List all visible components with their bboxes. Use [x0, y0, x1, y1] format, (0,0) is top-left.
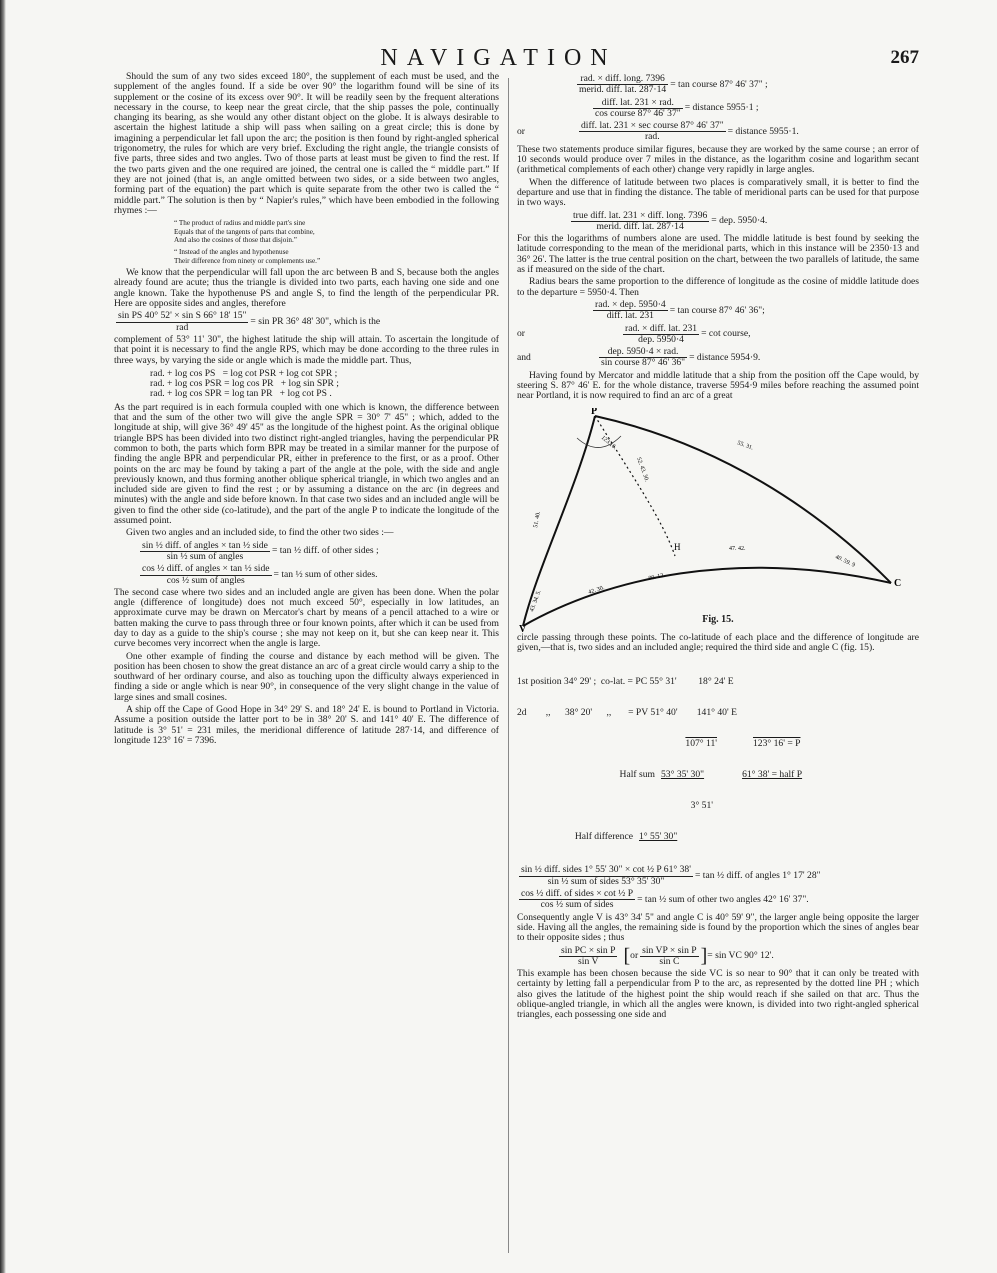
- equation: [517, 347, 919, 369]
- paragraph: Should the sum of any two sides exceed 180°, the supplement of each must be used, and the supplement of the angles found. If a side be over 90° the logarithm found will be sine of its supplement or the cosine of its excess over 90°. It will be readily seen by the frequent alterations necessary in the course, to keep near the great circle, that the ship passes the pole, continually changing its bearing, as she would any other distant object on the globe. It is always desirable to ascertain the highest latitude a ship will pass when sailing on a great circle; this is done by imagining a perpendicular let fall upon the arc; the position is then found by right-angled spherical trigonometry, the rules for which are very brief. Excluding the right angle, the triangle consists of five parts, three sides and two angles. Two of those parts at least must be given to find the rest. If the two parts given and the one required are joined, the central one is called the “ middle part.” If they are not joined (that is, an angle omitted between two sides, or a side between two angles, forming part of the equation) the part which is quite separate from the other two is called the “ middle part.” The solution is then by “ Napier's rules,” which have been embodied in the following rhymes :—: [114, 71, 499, 216]
- calc-table: [517, 657, 919, 863]
- eq-numerator: sin ½ diff. of angles × tan ½ side: [142, 539, 268, 551]
- left-column: [114, 72, 499, 748]
- table-cell: 1° 55' 30": [639, 830, 678, 842]
- table-row: [517, 801, 919, 811]
- paragraph: These two statements produce similar figures, because they are worked by the same course ; an error of 10 seconds would produce over 7 miles in the distance, as the logarithm cosine and logarithm secant (arithmetical complements of each other) change very rapidly in large angles.: [517, 143, 919, 176]
- eq-result: = sin PR 36° 48' 30", which is the: [250, 316, 381, 328]
- equation: [575, 74, 919, 96]
- paragraph: For this the logarithms of numbers alone are used. The middle latitude is best found by seeking the latitude corresponding to the mean of the meridional parts, which in this instance will be 2350·13 and 36° 26'. The latter is the true central position on the chart, between the two parallels of latitude, the same as if measured on the side of the chart.: [517, 233, 919, 276]
- eq-result: = tan course 87° 46' 36";: [669, 304, 765, 316]
- eq-result: = tan ½ diff. of angles 1° 17' 28": [694, 870, 821, 882]
- eq-denominator: sin course 87° 46' 36": [601, 357, 686, 369]
- eq-result: = distance 5955·1 ;: [684, 102, 759, 114]
- side-vc-label: 90. 12.: [648, 572, 666, 582]
- paragraph: This example has been chosen because the side VC is so near to 90° that it can only be treated with certainty by letting fall a perpendicular from P to the arc, as represented by the dotted line PH ; which also gives the latitude of the highest point the ship would reach if she sailed on that arc. Thus the oblique-angled triangle, in which all the angles were known, is divided into two right-angled spherical triangles, each possessing one side and: [517, 968, 919, 1021]
- eq-denominator: dep. 5950·4: [638, 333, 684, 345]
- side-vh-label: 42. 30.: [587, 584, 606, 596]
- paragraph: complement of 53° 11' 30", the highest latitude the ship will attain. To ascertain the longitude of that point it is necessary to find the angle RPS, which may be done according to the three rules in three ways, by varying the side or angle which is made the middle part. Thus,: [114, 333, 499, 366]
- right-column: [517, 72, 919, 1023]
- paragraph: The second case where two sides and an included angle are given has been done. When the polar angle (difference of longitude) does not much exceed 50°, especially in low latitudes, an approximate curve may be drawn on Mercator's chart by means of a pencil attached to a wire or batten making the curve to pass through three or four known points, after which it can be used from day to day as a guide to the ship's course ; she may not keep on it, but she can keep near it. This curve becomes very incorrect when the angle is large.: [114, 586, 499, 650]
- eq-denominator: sin V: [578, 955, 599, 967]
- eq-denominator: rad: [176, 321, 189, 333]
- eq-numerator: sin ½ diff. sides 1° 55' 30" × cot ½ P 61° 38': [521, 864, 691, 876]
- equation: [517, 324, 919, 346]
- or-label: or: [630, 950, 639, 962]
- and-label: and: [517, 351, 531, 363]
- side-pc-label: 55. 31.: [736, 439, 754, 452]
- equation: $\frac{\text{sin PC × sin P}}{\text{sin V}}$ [ or $\frac{\text{sin VP × sin P}}{\text{sin C}}$ ] = sin VC 90° 12'.: [561, 944, 774, 968]
- eq-numerator: cos ½ diff. of angles × tan ½ side: [142, 563, 270, 575]
- equation: [591, 300, 919, 322]
- eq-numerator: diff. lat. 231 × rad.: [593, 98, 683, 109]
- angle-v-label: 43. 34. 5.: [529, 589, 543, 613]
- or-label: or: [517, 328, 525, 340]
- angle-c-label: 40. 59. 9: [834, 553, 856, 569]
- figure-15: [517, 408, 917, 633]
- equation: [517, 865, 919, 887]
- vertex-v-label: V: [519, 623, 527, 633]
- equation: [517, 889, 919, 911]
- angle-p-label: 123.16.: [599, 434, 618, 451]
- paragraph: Having found by Mercator and middle latitude that a ship from the position off the Cape would, by steering S. 87° 46' E. for the whole distance, traverse 5954·9 miles before reaching the assumed point near Portland, it is now required to find an arc of a great: [517, 369, 919, 402]
- eq-result: = dep. 5950·4.: [711, 215, 768, 227]
- table-cell: Half difference: [574, 830, 633, 842]
- great-circle-diagram: [517, 408, 917, 633]
- table-cell: 53° 35' 30": [661, 768, 705, 780]
- equation: [138, 541, 499, 563]
- paragraph: A ship off the Cape of Good Hope in 34° 29' S. and 18° 24' E. is bound to Portland in Victoria. Assume a position outside the latter port to be in 38° 20' S. and 141° 40' E. The difference of latitude is 3° 51' = 231 miles, the meridional difference of latitude 287·14, and difference of longitude 123° 16' = 7396.: [114, 704, 499, 746]
- page-number: 267: [890, 47, 919, 68]
- eq-result: = distance 5954·9.: [689, 351, 761, 363]
- side-vc: [523, 567, 891, 625]
- equation: [517, 121, 919, 143]
- equation: [591, 98, 919, 120]
- equation: [114, 311, 499, 333]
- paragraph: We know that the perpendicular will fall upon the arc between B and S, because both the angles already found are acute; thus the triangle is divided into two parts, each having one side and one angle known. Take the hypothenuse PS and angle S, to find the length of the perpendicular PR. Here are opposite sides and angles, therefore: [114, 267, 499, 310]
- table-cell: 61° 38' = half P: [742, 768, 803, 780]
- eq-result: = tan course 87° 46' 37" ;: [670, 78, 768, 90]
- scan-edge: [0, 0, 6, 1273]
- column-divider: [508, 78, 509, 1253]
- paragraph: Consequently angle V is 43° 34' 5" and angle C is 40° 59' 9", the larger angle being opposite the larger side. Having all the angles, the remaining side is found by the proportion which the sines of angles bear to their opposite sides ; thus: [517, 911, 919, 944]
- paragraph: Given two angles and an included side, to find the other two sides :—: [126, 527, 394, 539]
- eq-denominator: sin C: [659, 955, 680, 967]
- vertex-c-label: C: [894, 577, 902, 589]
- paragraph: One other example of finding the course and distance by each method will be given. The position has been chosen to show the great distance an arc of a great circle would carry a ship to the southward of her ordinary course, and also as touching upon the difficulty always experienced in finding a side or angle which is near 90°, in consequence of the very slight change in the value of large sines and small cosines.: [114, 650, 499, 703]
- verse-line: “ The product of radius and middle part's sine: [174, 219, 306, 228]
- eq-denominator: sin ½ sum of angles: [166, 550, 244, 562]
- eq-denominator: cos course 87° 46' 37": [595, 107, 681, 119]
- eq-result: = distance 5955·1.: [727, 125, 799, 137]
- verse-line: Their difference from ninety or complements use.”: [174, 256, 321, 265]
- table-row: [517, 832, 919, 842]
- eq-result: = cot course,: [701, 328, 751, 340]
- log-formula: rad. + log cos PS = log cot PSR + log cot SPR ;: [150, 367, 338, 379]
- figure-caption: Fig. 15.: [702, 613, 734, 625]
- table-row: 1st position 34° 29' ; co-lat. = PC 55° 31' 18° 24' E: [517, 676, 734, 688]
- vertex-p-label: P: [591, 407, 598, 417]
- eq-result: = sin VC 90° 12'.: [707, 950, 774, 962]
- eq-numerator: dep. 5950·4 × rad.: [599, 347, 687, 358]
- eq-numerator: sin PS 40° 52' × sin S 66° 18' 15": [118, 310, 247, 322]
- table-cell: 107° 11': [685, 737, 717, 749]
- eq-numerator: sin PC × sin P: [561, 944, 616, 956]
- paragraph: When the difference of latitude between two places is comparatively small, it is better to find the departure and use that in finding the distance. The table of meridional parts can be used for that purpose in two ways.: [517, 176, 919, 209]
- eq-result: = tan ½ diff. of other sides ;: [271, 545, 379, 557]
- or-label: or: [517, 125, 525, 137]
- eq-denominator: cos ½ sum of angles: [166, 574, 245, 586]
- eq-denominator: merid. diff. lat. 287·14: [579, 84, 667, 96]
- eq-denominator: sin ½ sum of sides 53° 35' 30": [547, 875, 665, 887]
- side-hc-label: 47. 42.: [729, 545, 746, 552]
- eq-numerator: rad. × dep. 5950·4: [595, 298, 666, 310]
- verse-line: And also the cosines of those that disjoin.”: [174, 235, 297, 244]
- table-row: 2d ,, 38° 20' ,, = PV 51° 40' 141° 40' E: [517, 706, 737, 718]
- side-pv-label: 51. 40.: [533, 510, 542, 528]
- paragraph: Radius bears the same proportion to the difference of longitude as the cosine of middle latitude does to the departure = 5950·4. Then: [517, 276, 919, 298]
- eq-denominator: rad.: [644, 131, 660, 143]
- eq-numerator: diff. lat. 231 × sec course 87° 46' 37": [581, 120, 724, 132]
- eq-numerator: true diff. lat. 231 × diff. long. 7396: [573, 209, 708, 221]
- eq-numerator: cos ½ diff. of sides × cot ½ P: [521, 888, 634, 900]
- eq-numerator: rad. × diff. lat. 231: [625, 322, 698, 334]
- verse: [174, 219, 499, 265]
- eq-denominator: merid. diff. lat. 287·14: [596, 220, 684, 232]
- table-row: [517, 739, 919, 749]
- verse-line: Equals that of the tangents of parts that combine,: [174, 227, 315, 236]
- side-ph-label: 52. 43. 30.: [635, 456, 650, 483]
- eq-numerator: sin VP × sin P: [642, 944, 697, 956]
- eq-denominator: diff. lat. 231: [606, 310, 654, 322]
- log-formula: rad. + log cos SPR = log tan PR + log cot PS .: [150, 388, 332, 400]
- paragraph: As the part required is in each formula coupled with one which is known, the difference between that and the sum of the other two will give the angle SPR = 30° 7' 45" ; which, added to the longitude at ship, will give 36° 49' 45" as the longitude of the highest point. As the original oblique triangle BPS has been divided into two distinct right-angled triangles, having the perpendicular PR common to both, the parts which form BPR may be treated in a similar manner for the purpose of finding the angle BPR and perpendicular PR, either in preference to the first, or as a proof. Other points on the arc may be found by taking a part of the angle at the pole, with the side and angle previously known, and thus forming another oblique spherical triangle, in which two angles and an included side are given to find the rest ; or by assuming a distance on the arc (in degrees and minutes) with the angle and side before known. In that case two sides and an included angle will be given to find the other side (co-latitude), and the part of the angle P to indicate the longitude of the assumed point.: [114, 401, 499, 527]
- eq-result: = tan ½ sum of other two angles 42° 16' 37".: [637, 893, 809, 905]
- eq-numerator: rad. × diff. long. 7396: [577, 74, 668, 85]
- table-row: [517, 770, 919, 780]
- log-formula: rad. + log cos PSR = log cos PR + log sin SPR ;: [150, 378, 339, 390]
- equation: [569, 211, 919, 233]
- eq-result: = tan ½ sum of other sides.: [273, 568, 378, 580]
- table-cell: 123° 16' = P: [753, 737, 801, 749]
- point-h-label: H: [674, 541, 681, 552]
- equation: [138, 564, 499, 586]
- eq-denominator: cos ½ sum of sides: [540, 899, 614, 911]
- verse-line: “ Instead of the angles and hypothenuse: [174, 248, 289, 257]
- table-cell: 3° 51': [690, 799, 713, 811]
- table-cell: Half sum: [619, 768, 655, 780]
- page-title: NAVIGATION: [380, 45, 617, 71]
- log-formulas: [150, 369, 499, 400]
- paragraph: circle passing through these points. The co-latitude of each place and the difference of longitude are given,—that is, two sides and an included angle; required the third side and angle C (fig. 15).: [517, 631, 919, 654]
